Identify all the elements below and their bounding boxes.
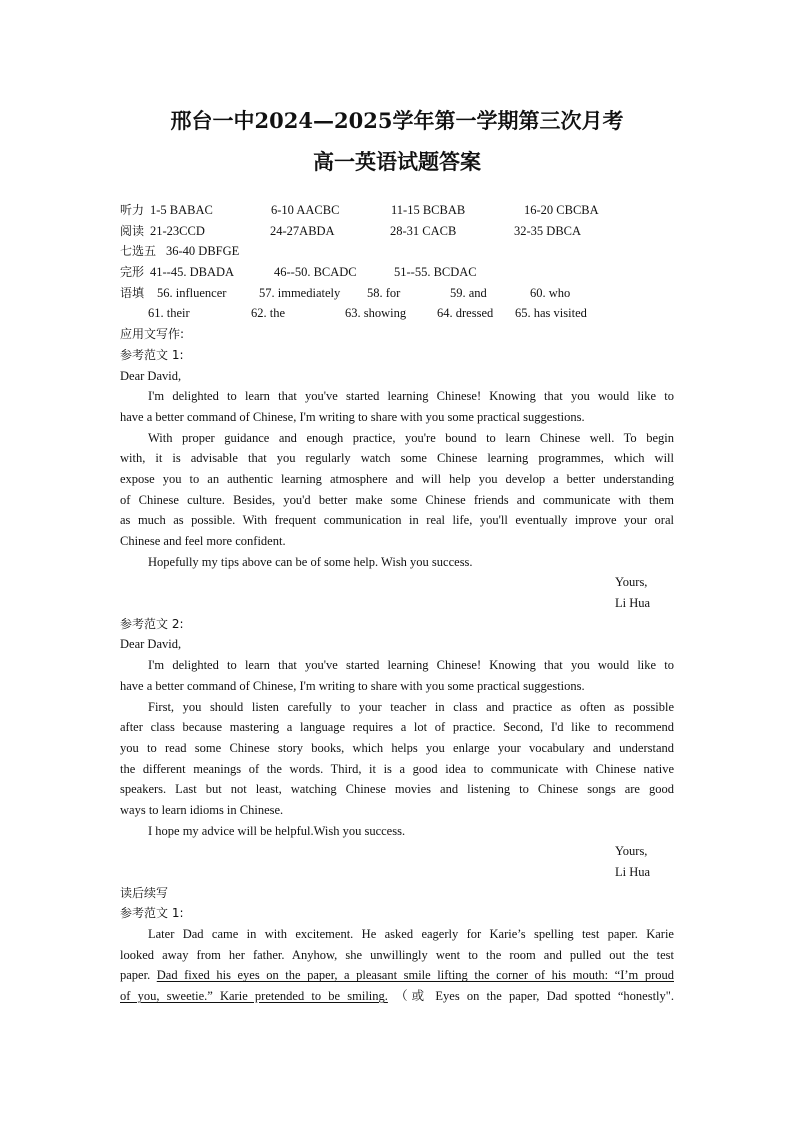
letter-signature: Li Hua [615, 865, 651, 879]
paragraph-line: as much as possible. With frequent communication in real life, you'll eventually improve your oral [120, 513, 674, 528]
answer-item: 60. who [530, 285, 571, 300]
letter-greeting: Dear David, [120, 637, 182, 652]
answer-group: 32-35 DBCA [514, 223, 582, 238]
answer-label: 完形 [120, 265, 145, 280]
answer-group: 21-23CCD [150, 223, 205, 238]
paragraph-line: I'm delighted to learn that you've started learning Chinese! Knowing that you would like to [148, 389, 674, 404]
answer-label: 语填 [120, 285, 145, 300]
section-heading: 读后续写 [120, 885, 169, 900]
letter-closing: Yours, [615, 575, 648, 590]
paragraph-line: speakers. Last but not least, watching Chinese movies and listening to Chinese songs are good [120, 782, 674, 797]
sample-label: 参考范文 1: [120, 906, 184, 921]
section-heading: 应用文写作: [120, 327, 185, 342]
sample-label: 参考范文 2: [120, 616, 184, 631]
paragraph-line: looked away from her father. Anyhow, she unwillingly went to the room and pulled out the test [120, 947, 674, 962]
answers-grammar [120, 283, 674, 304]
answers-grammar-row2 [120, 303, 674, 324]
paragraph-line: of Chinese culture. Besides, you'd better make some Chinese friends and communicate with them [120, 492, 674, 507]
paragraph-line [120, 965, 674, 986]
plain-text: （或 Eyes on the paper, Dad spotted “honestly". [395, 989, 674, 1004]
answers-cloze [120, 262, 674, 283]
answer-label: 听力 [120, 203, 145, 217]
answer-group: 28-31 CACB [390, 223, 457, 238]
paragraph-line: ways to learn idioms in Chinese. [120, 802, 284, 817]
answer-item: 59. and [450, 285, 487, 300]
underlined-text: Dad fixed his eyes on the paper, a pleasant smile lifting the corner of his mouth: “I’m proud [156, 968, 674, 983]
answer-item: 63. showing [345, 306, 407, 321]
plain-text: paper. [120, 968, 151, 983]
answer-item: 57. immediately [259, 285, 341, 300]
answer-group: 51--55. BCDAC [394, 265, 477, 280]
document-body [120, 200, 674, 1007]
answer-label: 阅读 [120, 223, 145, 238]
paragraph-line: the different meanings of the words. Third, it is a good idea to communicate with Chinese native [120, 761, 674, 776]
paragraph-line: Later Dad came in with excitement. He asked eagerly for Karie’s spelling test paper. Karie [148, 927, 674, 942]
answers-listening [120, 200, 674, 221]
paragraph-line: First, you should listen carefully to your teacher in class and practice as often as possible [148, 699, 674, 714]
answer-group: 24-27ABDA [270, 223, 335, 238]
answer-label: 七选五 [120, 244, 157, 259]
letter-greeting: Dear David, [120, 368, 182, 383]
paragraph-line: Chinese and feel more confident. [120, 534, 286, 548]
answer-group: 11-15 BCBAB [391, 203, 466, 217]
underlined-text: of you, sweetie.” Karie pretended to be smiling. [120, 989, 388, 1004]
answer-item: 58. for [367, 285, 401, 300]
answer-group: 41--45. DBADA [150, 265, 235, 280]
answer-group: 6-10 AACBC [271, 203, 340, 217]
paragraph-line: Hopefully my tips above can be of some help. Wish you success. [148, 554, 473, 569]
paragraph-line: after class because mastering a language requires a lot of practice. Second, I'd like to recommend [120, 720, 674, 735]
answer-item: 62. the [251, 306, 286, 321]
paragraph-line: expose you to an authentic learning atmosphere and will help you develop a better understanding [120, 471, 674, 486]
answers-reading [120, 221, 674, 242]
paragraph-line: have a better command of Chinese, I'm writing to share with you some practical suggestions. [120, 409, 585, 424]
paragraph-line: I hope my advice will be helpful.Wish you success. [148, 823, 406, 838]
page-subtitle: 高一英语试题答案 [313, 149, 481, 174]
page-title: 邢台一中2024—2025学年第一学期第三次月考 [170, 108, 624, 133]
paragraph-line: have a better command of Chinese, I'm writing to share with you some practical suggestions. [120, 678, 585, 693]
answer-group: 46--50. BCADC [274, 265, 357, 280]
sample-label: 参考范文 1: [120, 347, 184, 362]
paragraph-line: you to read some Chinese story books, which helps you enlarge your vocabulary and understand [120, 740, 674, 755]
answer-item: 61. their [148, 306, 190, 321]
paragraph-line [120, 986, 674, 1007]
paragraph-line: I'm delighted to learn that you've started learning Chinese! Knowing that you would like to [148, 658, 674, 673]
answers-seven-five [120, 241, 674, 262]
answer-item: 65. has visited [515, 306, 587, 321]
paragraph-line: With proper guidance and enough practice, you're bound to learn Chinese well. To begin [148, 430, 674, 445]
answer-group: 1-5 BABAC [150, 203, 213, 217]
answer-group: 36-40 DBFGE [166, 244, 240, 259]
answer-group: 16-20 CBCBA [524, 203, 599, 217]
letter-signature: Li Hua [615, 596, 651, 611]
letter-closing: Yours, [615, 844, 648, 859]
paragraph-line: with, it is advisable that you regularly watch some Chinese learning programmes, which will [120, 451, 674, 466]
answer-item: 56. influencer [157, 285, 227, 300]
answer-item: 64. dressed [437, 306, 494, 321]
